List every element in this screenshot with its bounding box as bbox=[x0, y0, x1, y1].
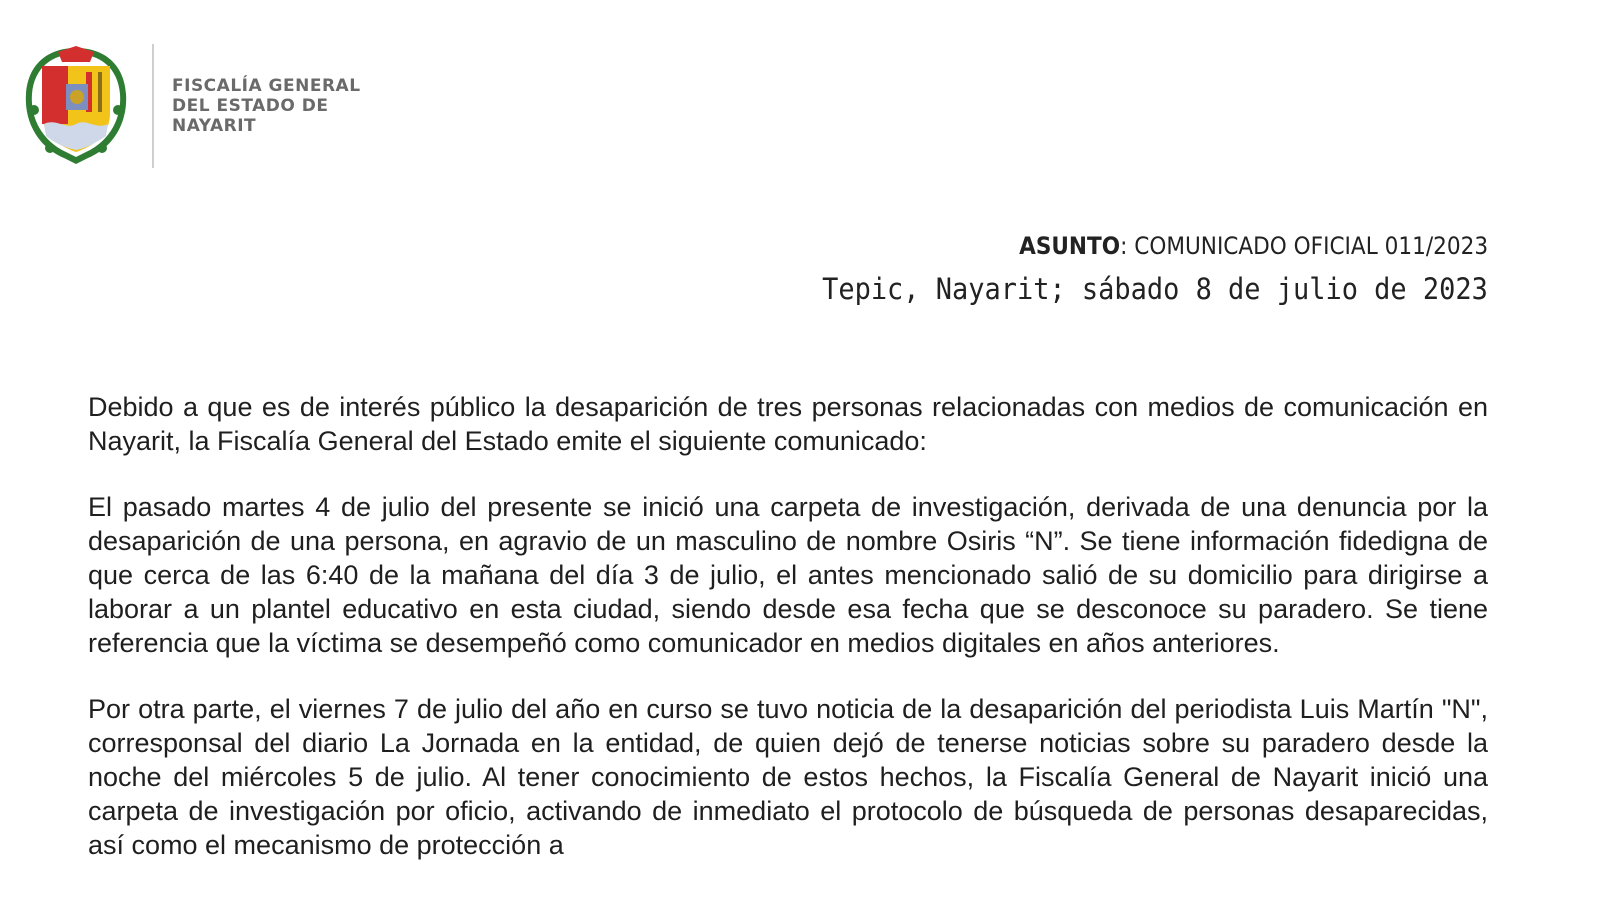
paragraph-1: Debido a que es de interés público la desaparición de tres personas relacionadas con medios de comunicación en Nayarit, la Fiscalía General del Estado emite el siguiente comunicado: bbox=[88, 392, 1488, 456]
subject-value: COMUNICADO OFICIAL 011/2023 bbox=[1134, 232, 1488, 260]
org-name-line-1: FISCALÍA GENERAL bbox=[172, 76, 361, 96]
paragraph-2: El pasado martes 4 de julio del presente se inició una carpeta de investigación, derivada de una denuncia por la desaparición de una persona, en agravio de un masculino de nombre Osiris “N”. Se tiene información fidedigna de que cerca de las 6:40 de la mañana del día 3 de julio, el antes mencionado salió de su domicilio para dirigirse a laborar a un plantel educativo en esta ciudad, siendo desde esa fecha que se desconoce su paradero. Se tiene referencia que la víctima se desempeñó como comunicador en medios digitales en años anteriores. bbox=[88, 492, 1488, 658]
nayarit-coat-of-arms-icon bbox=[20, 44, 132, 168]
header-divider bbox=[152, 44, 154, 168]
subject-separator: : bbox=[1120, 232, 1135, 260]
paragraph-3: Por otra parte, el viernes 7 de julio del año en curso se tuvo noticia de la desaparición del periodista Luis Martín "N", corresponsal del diario La Jornada en la entidad, de quien dejó de tenerse noticias sobre su paradero desde la noche del miércoles 5 de julio. Al tener conocimiento de estos hechos, la Fiscalía General de Nayarit inició una carpeta de investigación por oficio, activando de inmediato el protocolo de búsqueda de personas desaparecidas, así como el mecanismo de protección a bbox=[88, 694, 1488, 860]
subject-label: ASUNTO bbox=[1019, 232, 1121, 260]
communique-body bbox=[88, 390, 1488, 894]
subject-line bbox=[1019, 232, 1488, 260]
org-name-line-3: NAYARIT bbox=[172, 116, 257, 136]
org-name-line-2: DEL ESTADO DE bbox=[172, 96, 329, 116]
place-and-date: Tepic, Nayarit; sábado 8 de julio de 2023 bbox=[822, 272, 1488, 306]
organization-name bbox=[172, 76, 361, 136]
